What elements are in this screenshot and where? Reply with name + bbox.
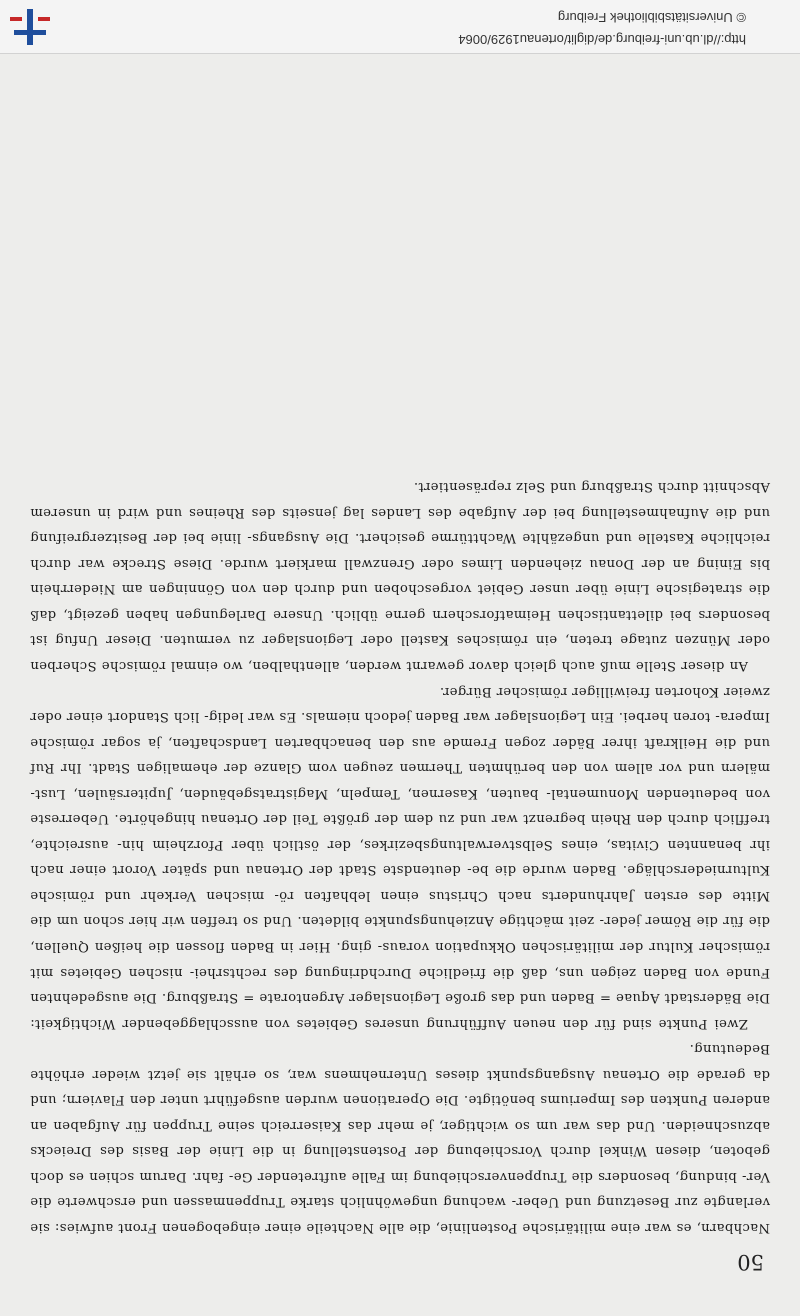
text-line: zeit mächtige Anziehungspunkte bildeten. Und so treffen wir hier schon <box>78 913 595 929</box>
text-line: ziehenden Limes oder Grenzwall markiert wurde. Diese Strecke war durch <box>30 555 582 571</box>
paragraph-3 <box>30 474 770 678</box>
logo-bar <box>14 30 46 35</box>
text-line: Straßburg und Selz repräsentiert. <box>413 479 653 495</box>
text-line: ausgeführt unter den Flaviern; und da gerade die Ortenau Ausgangspunkt <box>30 1066 770 1108</box>
logo-bar <box>38 17 50 21</box>
text-line: Civitas, eines Selbstverwaltungsbezirkes, der östlich über Pforzheim hin- <box>108 836 660 852</box>
page-body-text <box>30 474 770 1240</box>
text-line: An dieser Stelle muß auch gleich davor gewarnt werden, allenthalben, <box>242 657 748 673</box>
text-line: Zwei Punkte sind für den neuen Aufführung unseres Gebietes von <box>257 1015 748 1031</box>
viewer-footer <box>0 0 800 54</box>
logo-bar <box>27 9 33 45</box>
library-logo-icon <box>10 9 50 45</box>
text-line: eingebogenen Front aufwies: sie verlangte zur Besetzung und Ueber- <box>29 1194 770 1235</box>
copyright-notice: © Universitätsbibliothek Freiburg <box>557 10 746 25</box>
paragraph-2 <box>30 678 770 1036</box>
text-line: wo einmal römische Scherben oder Münzen zutage treten, ein römisches <box>30 632 770 673</box>
text-line: Kastell oder Legionslager zu vermuten. Dieser Unfug ist besonders bei <box>30 606 770 648</box>
text-line: dilettantischen Heimatforschern gerne üblich. Unsere Darlegungen haben <box>118 606 664 622</box>
text-line: reichliche Kastelle und ungezählte Wachttürme gesichert. Die Ausgangs- <box>241 530 770 546</box>
text-line: linie bei der Besitzergreifung und die Aufnahmestellung bei der Aufgabe <box>30 504 770 546</box>
text-line: des Landes lag jenseits des Rheines und wird in unserem Abschnitt durch <box>30 479 770 520</box>
text-line: große Legionslager Argentorate = Straßburg. Die ausgedehnten Funde <box>30 964 770 1006</box>
text-line: Nachbarn, es war eine militärische Postenlinie, die alle Nachteile einer <box>260 1220 770 1235</box>
text-line: nischen Gebietes mit römischer Kultur der militärischen Okkupation voraus- <box>30 938 770 980</box>
text-line: gezeigt, daß die strategische Linie über unser Gebiet vorgeschoben und <box>30 581 770 622</box>
text-line: Teil der Ortenau hingehörte. Ueberreste von bedeutenden Monumental- <box>30 785 770 827</box>
source-url[interactable]: http://dl.ub.uni-freiburg.de/diglit/ortenau1929/0064 <box>458 32 746 47</box>
text-line: lich Standort einer oder zweier Kohorten freiwilliger römischer Bürger. <box>30 683 770 725</box>
text-line: fahr. Darum schien es doch geboten, diesen Winkel durch Vorschiebung der <box>30 1143 770 1184</box>
text-line: Fremde aus den benachbarten Landschaften, ja sogar römische Impera- <box>29 709 770 750</box>
text-line: durch den von Gönningen am Niederrhein bis Eining an der Donau <box>30 555 770 597</box>
book-page <box>0 54 800 1316</box>
text-line: bindung, besonders die Truppenverschiebung im Falle auftretender Ge- <box>223 1168 737 1184</box>
text-line: um die Mitte des ersten Jahrhunderts nach Christus einen lebhaften rö- <box>29 887 770 929</box>
text-line: an anderen Punkten des Imperiums benötigte. Die Operationen wurden <box>29 1092 770 1133</box>
text-line: ausschlaggebender Wichtigkeit: Die Bäderstadt Aquae = Baden und das <box>29 990 770 1031</box>
text-line: dieses Unternehmens war, so erhält sie jetzt wieder erhöhte Bedeutung. <box>30 1041 770 1082</box>
text-line: bauten, Kasernen, Tempeln, Magistratsgebäuden, Jupitersäulen, Lust- <box>30 785 539 801</box>
paragraph-1 <box>30 1036 770 1240</box>
text-line: Postenstellung in die Linie der Basis des Dreiecks abzuschneiden. Und das <box>30 1117 770 1159</box>
text-line: ging. Hier in Baden flossen die heißen Quellen, die für die Römer jeder- <box>30 913 770 954</box>
text-line: deutendste Stadt der Ortenau und später Vorort einer nach ihr benannten <box>30 836 770 878</box>
page-number: 50 <box>737 1250 764 1274</box>
text-line: mischen Verkehr und römische Kulturniederschläge. Baden wurde die be- <box>30 862 770 903</box>
text-line: wachung ungewöhnlich starke Truppenmassen und erschwerte die Ver- <box>30 1168 770 1210</box>
text-line: mälern und vor allem von den berühmten Thermen zeugen vom Glanze <box>247 760 770 776</box>
text-line: der ehemaligen Stadt. Ihr Ruf und die Heilkraft ihrer Bäder zogen <box>30 734 770 776</box>
text-line: von Baden zeigen uns, daß die friedliche Durchdringung des rechtsrhei- <box>182 964 719 980</box>
logo-bar <box>10 17 22 21</box>
text-line: ausreichte, trefflich durch den Rhein begrenzt war und zu dem der größte <box>30 811 770 852</box>
text-line: toren herbei. Ein Legionslager war Baden jedoch niemals. Es war ledig- <box>199 709 711 725</box>
text-line: war um so wichtiger, je mehr das Kaiserreich seine Truppen für Aufgaben <box>47 1117 591 1133</box>
